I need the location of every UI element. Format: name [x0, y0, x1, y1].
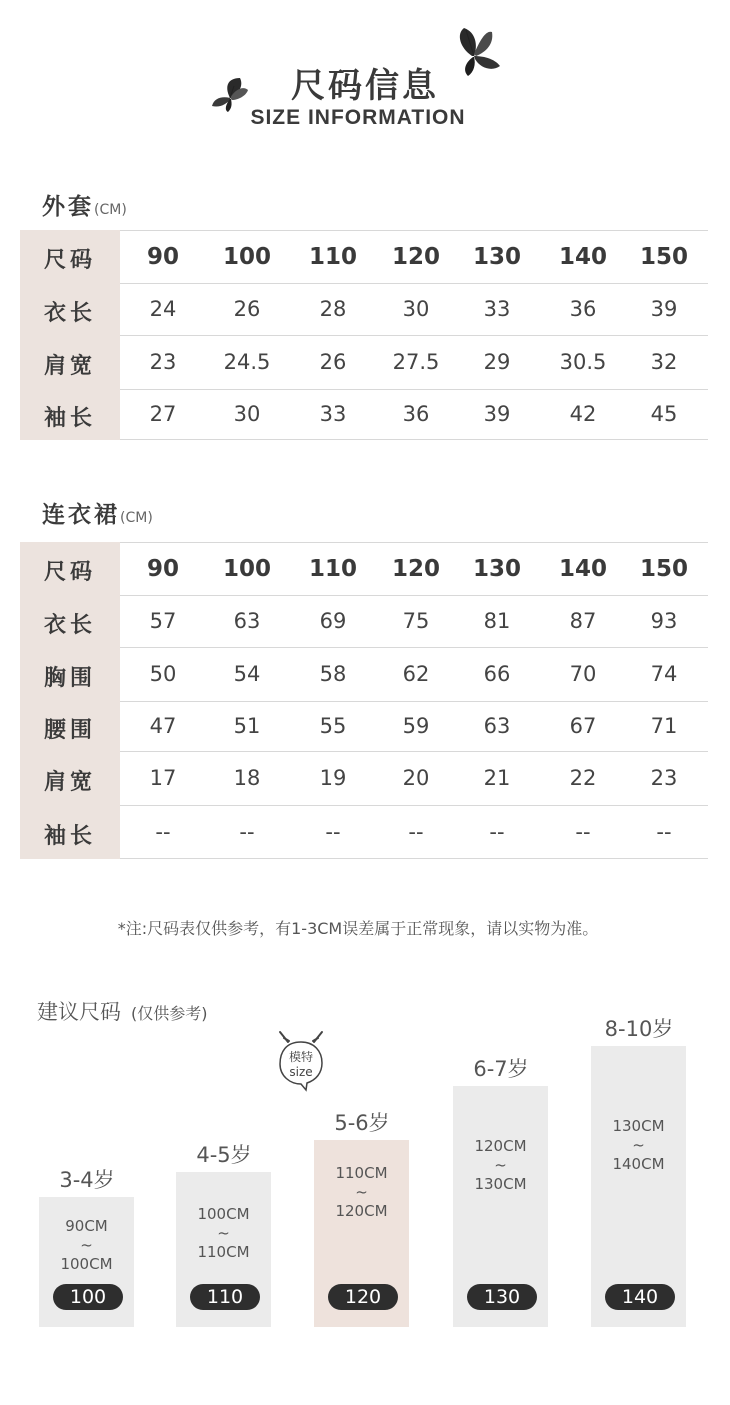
size-pill: 140	[605, 1284, 675, 1310]
row-label: 袖长	[43, 823, 96, 849]
table-cell: 47	[149, 714, 177, 738]
model-tag-line-1: 模特	[288, 1050, 313, 1064]
range-value: 130CM	[474, 1174, 527, 1193]
range-separator: ~	[217, 1223, 230, 1242]
table-row	[20, 702, 708, 752]
table-cell: --	[325, 819, 341, 844]
size-header-cell: 100	[222, 556, 271, 582]
table-cell: 55	[319, 714, 347, 738]
table-header-row	[20, 230, 708, 284]
row-label: 胸围	[43, 666, 96, 691]
table-row	[20, 596, 708, 648]
height-range	[39, 1217, 134, 1274]
row-label: 肩宽	[43, 354, 96, 379]
size-header-cell: 140	[558, 556, 607, 582]
row-label: 袖长	[43, 406, 96, 431]
range-value: 100CM	[197, 1204, 250, 1223]
table-cell: 20	[402, 766, 430, 790]
table-cell: 18	[233, 766, 261, 790]
recommend-title-text: 建议尺码	[37, 1000, 121, 1024]
table-cell: 30.5	[559, 350, 607, 374]
recommend-subtitle: (仅供参考)	[131, 1004, 208, 1023]
table-cell: 26	[233, 297, 261, 321]
size-header-cell: 150	[639, 244, 688, 270]
table-row	[20, 752, 708, 806]
range-value: 120CM	[335, 1201, 388, 1220]
table-cell: 27.5	[392, 350, 440, 374]
model-tag-line-2: size	[289, 1065, 313, 1079]
range-value: 140CM	[612, 1154, 665, 1173]
table-cell: 27	[149, 402, 177, 426]
range-value: 90CM	[65, 1217, 108, 1235]
range-value: 120CM	[474, 1136, 527, 1155]
table-cell: 50	[149, 662, 177, 686]
dress-section-title	[42, 496, 153, 529]
height-range	[453, 1137, 548, 1194]
table-cell: --	[408, 819, 424, 844]
table-cell: --	[489, 819, 505, 844]
table-cell: 36	[569, 297, 597, 321]
table-cell: 59	[402, 714, 430, 738]
table-row	[20, 648, 708, 702]
age-label: 3-4岁	[59, 1168, 115, 1192]
table-cell: 58	[319, 662, 347, 686]
table-cell: 24.5	[223, 350, 271, 374]
age-label: 6-7岁	[473, 1057, 529, 1081]
table-row	[20, 806, 708, 859]
size-header-cell: 130	[472, 244, 521, 270]
table-cell: 29	[483, 350, 511, 374]
table-cell: 62	[402, 662, 430, 686]
size-pill: 130	[467, 1284, 537, 1310]
height-range	[314, 1164, 409, 1221]
page-subtitle: SIZE INFORMATION	[250, 106, 466, 129]
table-cell: --	[656, 819, 672, 844]
table-header-row	[20, 542, 708, 596]
table-cell: 30	[402, 297, 430, 321]
table-cell: 66	[483, 662, 511, 686]
page-title: 尺码信息	[291, 66, 439, 106]
table-cell: 23	[149, 350, 177, 374]
table-cell: 17	[149, 766, 177, 790]
range-separator: ~	[494, 1155, 507, 1174]
table-cell: 54	[233, 662, 261, 686]
height-range	[176, 1205, 271, 1262]
size-header-cell: 130	[472, 556, 521, 582]
size-bar	[39, 1197, 134, 1327]
table-cell: 32	[650, 350, 678, 374]
table-cell: 42	[569, 402, 597, 426]
table-cell: 69	[319, 609, 347, 633]
table-cell: --	[575, 819, 591, 844]
range-value: 110CM	[335, 1163, 388, 1182]
table-cell: 21	[483, 766, 511, 790]
range-separator: ~	[632, 1135, 645, 1154]
table-cell: 63	[483, 714, 511, 738]
row-label: 肩宽	[43, 770, 96, 795]
size-bar	[453, 1086, 548, 1327]
height-range	[591, 1117, 686, 1174]
row-label: 衣长	[43, 301, 96, 326]
range-separator: ~	[80, 1236, 93, 1254]
table-cell: 51	[233, 714, 261, 738]
size-header-cell: 120	[391, 244, 440, 270]
table-cell: 67	[569, 714, 597, 738]
table-cell: 70	[569, 662, 597, 686]
table-cell: 39	[483, 402, 511, 426]
size-header-label: 尺码	[43, 248, 96, 273]
row-label: 衣长	[43, 613, 96, 638]
table-cell: 23	[650, 766, 678, 790]
size-bar	[314, 1140, 409, 1327]
table-cell: 71	[650, 714, 678, 738]
table-cell: 74	[650, 662, 678, 686]
table-cell: 24	[149, 297, 177, 321]
range-separator: ~	[355, 1182, 368, 1201]
row-label: 腰围	[43, 718, 96, 743]
table-divider	[120, 858, 708, 859]
size-header-label: 尺码	[43, 560, 96, 585]
jacket-size-table	[20, 230, 708, 440]
age-label: 8-10岁	[604, 1017, 674, 1041]
table-cell: 22	[569, 766, 597, 790]
table-cell: 26	[319, 350, 347, 374]
range-value: 130CM	[612, 1116, 665, 1135]
table-cell: --	[239, 819, 255, 844]
model-size-tag-text	[281, 1050, 321, 1080]
table-cell: --	[155, 819, 171, 844]
table-cell: 63	[233, 609, 261, 633]
jacket-unit: (CM)	[94, 202, 127, 218]
range-value: 110CM	[197, 1242, 250, 1261]
table-cell: 19	[319, 766, 347, 790]
table-row	[20, 284, 708, 336]
table-cell: 75	[402, 609, 430, 633]
age-label: 4-5岁	[196, 1143, 252, 1167]
size-header-cell: 90	[146, 244, 179, 270]
size-bar	[176, 1172, 271, 1327]
size-note: *注:尺码表仅供参考，有1-3CM误差属于正常现象，请以实物为准。	[117, 919, 599, 938]
table-cell: 45	[650, 402, 678, 426]
table-cell: 57	[149, 609, 177, 633]
table-cell: 93	[650, 609, 678, 633]
size-header-cell: 100	[222, 244, 271, 270]
jacket-title: 外套	[42, 194, 94, 220]
table-cell: 39	[650, 297, 678, 321]
table-cell: 87	[569, 609, 597, 633]
jacket-section-title	[42, 188, 127, 221]
size-header-cell: 110	[308, 244, 357, 270]
range-value: 100CM	[60, 1255, 113, 1273]
size-bar	[591, 1046, 686, 1327]
size-header-cell: 140	[558, 244, 607, 270]
table-row	[20, 336, 708, 390]
table-cell: 30	[233, 402, 261, 426]
table-cell: 36	[402, 402, 430, 426]
size-pill: 110	[190, 1284, 260, 1310]
size-header-cell: 120	[391, 556, 440, 582]
dress-unit: (CM)	[120, 510, 153, 526]
size-header-cell: 90	[146, 556, 179, 582]
size-pill: 120	[328, 1284, 398, 1310]
table-cell: 33	[319, 402, 347, 426]
table-divider	[120, 439, 708, 440]
table-row	[20, 390, 708, 440]
size-header-cell: 110	[308, 556, 357, 582]
age-label: 5-6岁	[334, 1111, 390, 1135]
dress-title: 连衣裙	[42, 502, 120, 528]
table-cell: 28	[319, 297, 347, 321]
size-header-cell: 150	[639, 556, 688, 582]
size-pill: 100	[53, 1284, 123, 1310]
dress-size-table	[20, 542, 708, 859]
table-cell: 81	[483, 609, 511, 633]
table-cell: 33	[483, 297, 511, 321]
recommend-title	[37, 996, 208, 1026]
